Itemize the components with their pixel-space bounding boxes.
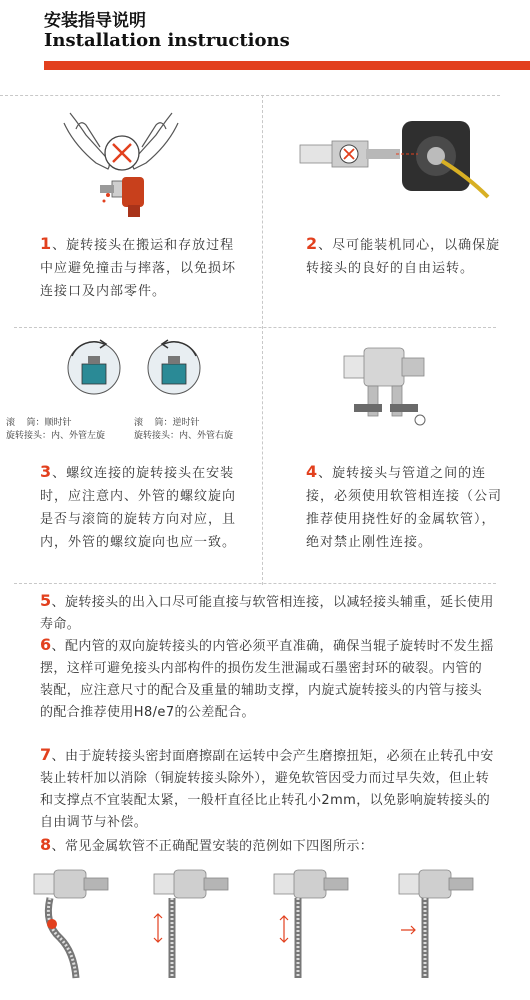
paragraph-5: 5、旋转接头的出入口尽可能直接与软管相连接，以减轻接头辅重，延长使用寿命。 [40,591,494,632]
title-underline [44,61,530,70]
paragraph-7: 7、由于旋转接头密封面磨擦副在运转中会产生磨擦扭矩，必须在止转孔中安装止转杆加以消除（铜旋转接头除外），避免软管因受力而过早失效，但止转和支撑点不宜装配太紧，一般杆直径比止转孔小2mm，以免影响旋转接头的自由调节与补偿。 [40,745,494,830]
title-chinese: 安装指导说明 [44,11,146,31]
step-1: 1、旋转接头在搬运和存放过程中应避免撞击与摔落，以免损坏连接口及内部零件。 [40,234,237,299]
grid-line-top [0,95,500,96]
illustration-incorrect-hose-1 [30,868,130,984]
step-2: 2、尽可能装机同心，以确保旋转接头的良好的自由运转。 [306,234,501,276]
grid-line-middle [262,95,263,585]
illustration-rotation-direction [56,338,216,400]
illustration-incorrect-hose-2 [150,868,250,984]
paragraph-8: 8、常见金属软管不正确配置安装的范例如下四图所示： [40,835,374,854]
paragraph-6: 6、配内管的双向旋转接头的内管必须平直准确，确保当辊子旋转时不发生摇摆，这样可避免接头内部构件的损伤发生泄漏或石墨密封环的破裂。内管的装配，应注意尺寸的配合及重量的辅助支撑，内旋式旋转接头的内管与接头的配合推荐使用H8/e7的公差配合。 [40,635,494,720]
caption-left: 滚 筒：顺时针 旋转接头：内、外管左旋 [6,418,106,441]
illustration-hands-warning [56,105,186,225]
grid-line-center [14,327,496,328]
grid-line-bottom [14,583,496,584]
caption-right: 滚 筒：逆时针 旋转接头：内、外管右旋 [134,418,234,441]
illustration-incorrect-hose-3 [270,868,370,984]
title-english: Installation instructions [44,30,290,51]
step-3: 3、螺纹连接的旋转接头在安装时，应注意内、外管的螺纹旋向是否与滚筒的旋转方向对应，且内，外管的螺纹旋向也应一致。 [40,462,237,550]
illustration-incorrect-hose-4 [395,868,495,984]
illustration-hose-connection [340,338,440,438]
step-4: 4、旋转接头与管道之间的连接，必须使用软管相连接（公司推荐使用挠性好的金属软管），绝对禁止刚性连接。 [306,462,503,550]
illustration-alignment [292,115,512,200]
